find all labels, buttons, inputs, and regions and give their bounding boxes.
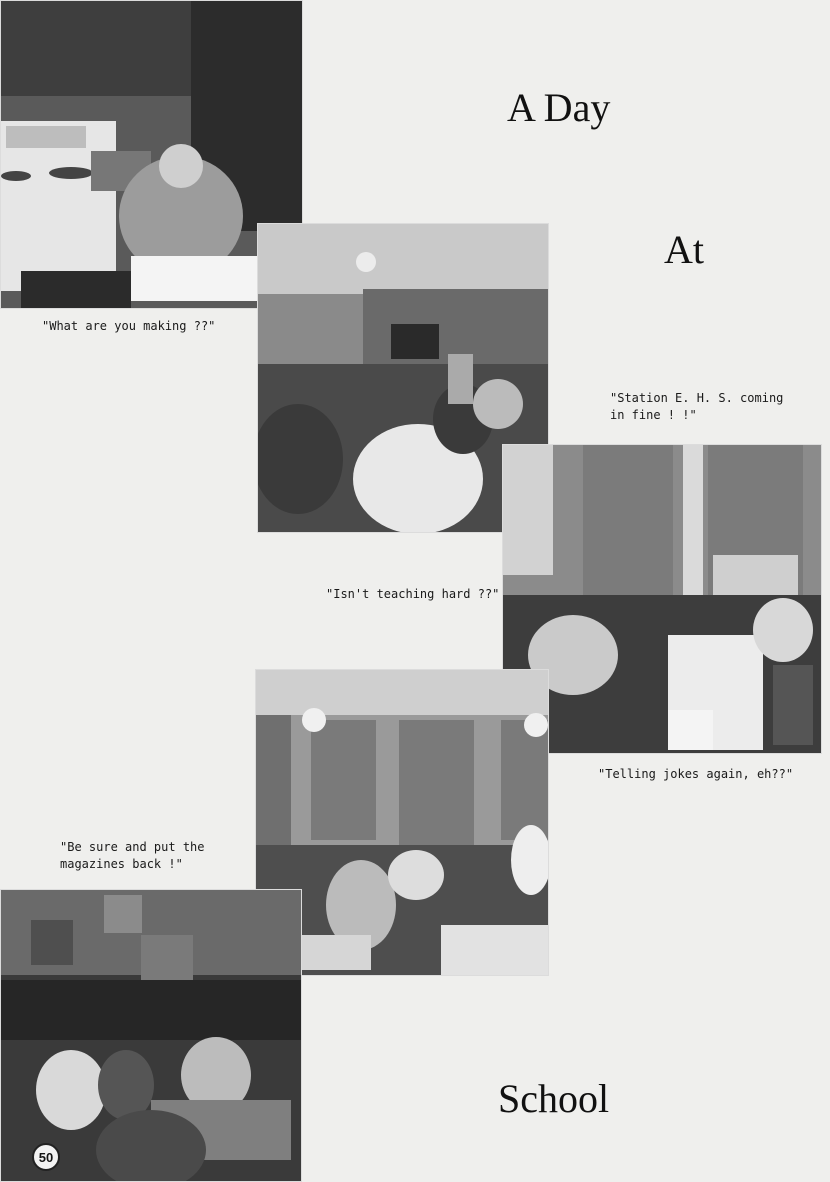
caption-home-economics-line: "What are you making ??" [42, 319, 216, 333]
page-number: 50 [32, 1143, 60, 1171]
caption-jokes-line: "Telling jokes again, eh??" [598, 767, 794, 781]
photo-library [0, 889, 302, 1182]
caption-teaching [326, 586, 499, 603]
caption-magazines-line-2: magazines back !" [60, 857, 183, 871]
caption-magazines-line-1: "Be sure and put the [60, 840, 205, 854]
title-word-at: At [664, 227, 704, 272]
caption-station-line-2: in fine ! !" [610, 408, 697, 422]
title-word-school: School [498, 1076, 610, 1121]
caption-magazines [60, 839, 205, 873]
photo-teacher-desk [502, 444, 822, 754]
caption-teaching-line: "Isn't teaching hard ??" [326, 587, 500, 601]
caption-station [610, 390, 783, 424]
title-word-a-day: A Day [507, 85, 611, 130]
caption-home-economics [42, 318, 215, 335]
caption-station-line-1: "Station E. H. S. coming [610, 391, 784, 405]
caption-jokes [598, 766, 793, 783]
